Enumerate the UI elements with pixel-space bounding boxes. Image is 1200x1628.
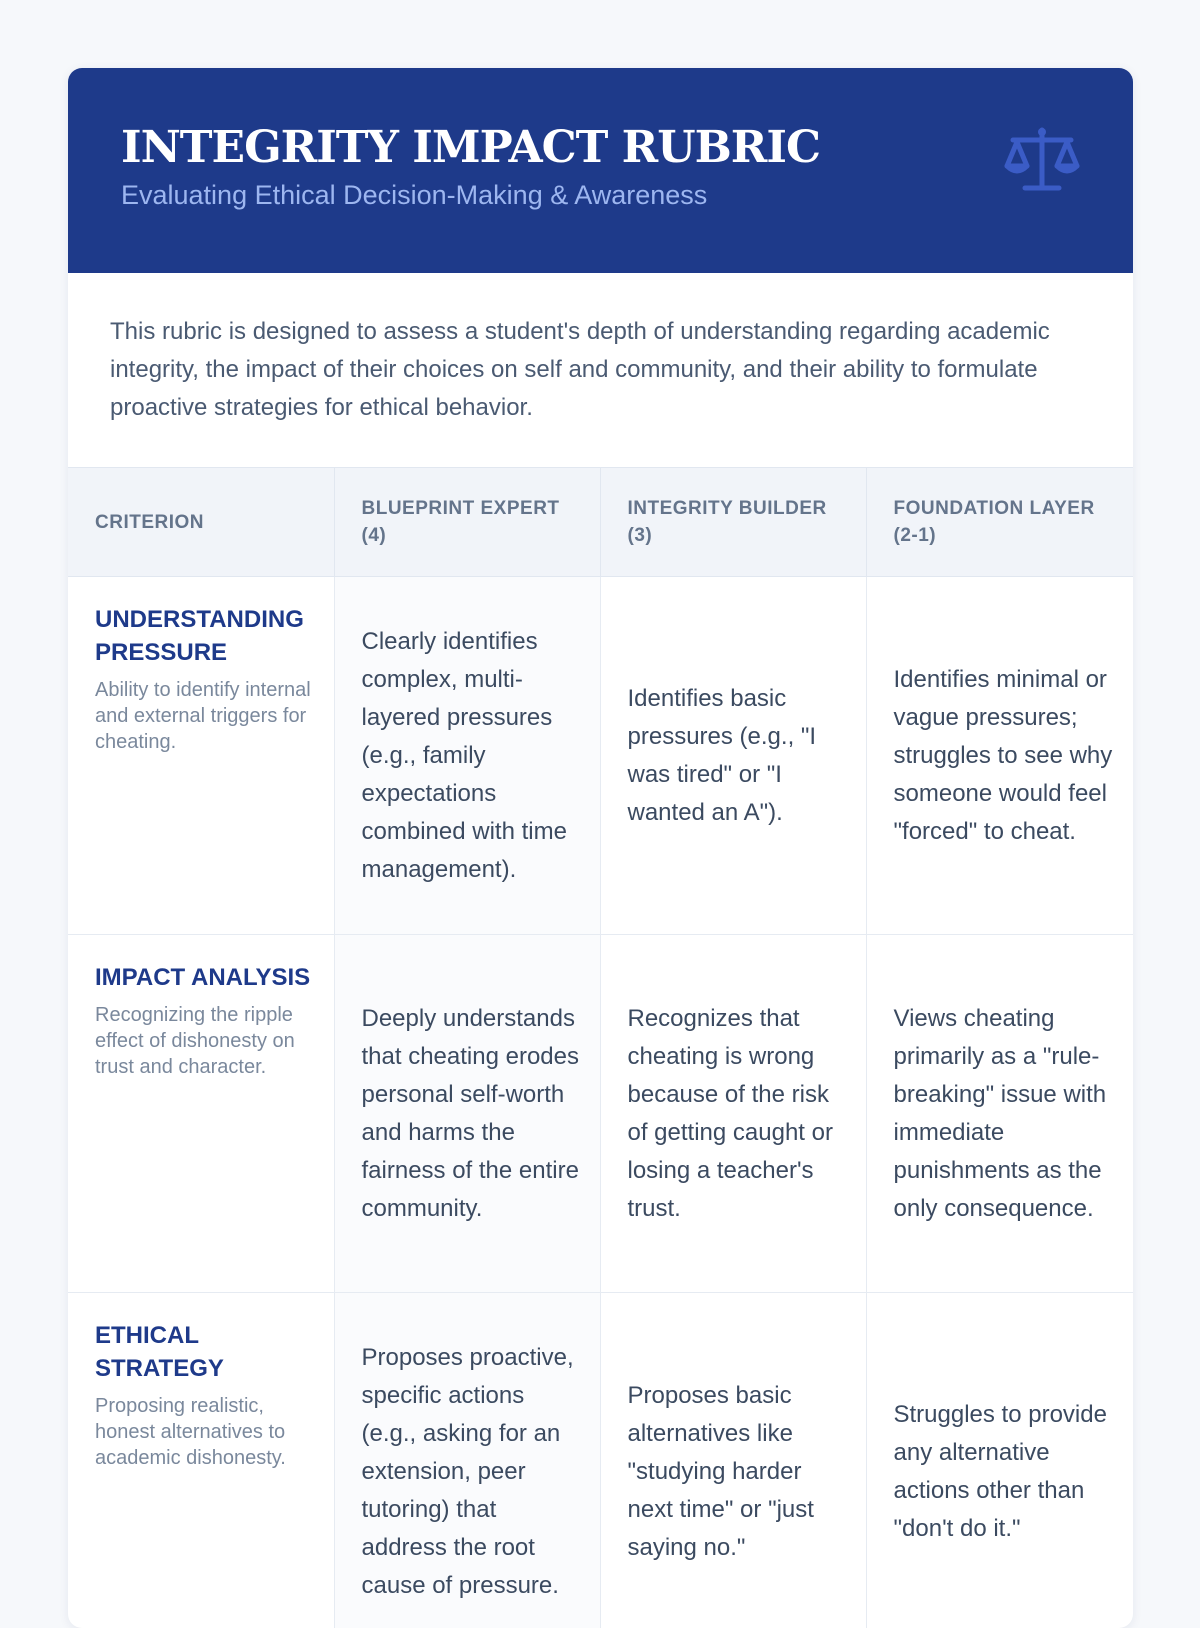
- table-row: [68, 935, 1133, 1293]
- foundation-cell: Views cheating primarily as a "rule-breaking" issue with immediate punishments as the only consequence.: [866, 935, 1133, 1293]
- header-criterion: CRITERION: [68, 468, 334, 577]
- criterion-description: Ability to identify internal and external triggers for cheating.: [95, 677, 318, 755]
- builder-cell: Proposes basic alternatives like "studying harder next time" or "just saying no.": [600, 1293, 866, 1628]
- table-header-row: [68, 468, 1133, 577]
- criterion-name: UNDERSTANDING PRESSURE: [95, 603, 318, 669]
- balance-scale-icon: [1003, 124, 1081, 196]
- header-foundation-layer: FOUNDATION LAYER (2-1): [866, 468, 1133, 577]
- table-row: [68, 1293, 1133, 1628]
- expert-cell: Proposes proactive, specific actions (e.g., asking for an extension, peer tutoring) that address the root cause of pressure.: [334, 1293, 600, 1628]
- rubric-intro: This rubric is designed to assess a student's depth of understanding regarding academic integrity, the impact of their choices on self and community, and their ability to formulate proactive strategies for ethical behavior.: [68, 273, 1133, 468]
- criterion-name: IMPACT ANALYSIS: [95, 961, 318, 994]
- rubric-card: [68, 68, 1133, 1628]
- criterion-cell: [68, 577, 334, 935]
- header-integrity-builder: INTEGRITY BUILDER (3): [600, 468, 866, 577]
- rubric-header: [68, 68, 1133, 273]
- criterion-cell: [68, 1293, 334, 1628]
- criterion-name: ETHICAL STRATEGY: [95, 1319, 318, 1385]
- builder-cell: Identifies basic pressures (e.g., "I was tired" or "I wanted an A").: [600, 577, 866, 935]
- builder-cell: Recognizes that cheating is wrong because of the risk of getting caught or losing a teacher's trust.: [600, 935, 866, 1293]
- foundation-cell: Identifies minimal or vague pressures; struggles to see why someone would feel "forced" to cheat.: [866, 577, 1133, 935]
- table-row: [68, 577, 1133, 935]
- rubric-table: [68, 468, 1133, 1628]
- expert-cell: Deeply understands that cheating erodes personal self-worth and harms the fairness of the entire community.: [334, 935, 600, 1293]
- criterion-description: Recognizing the ripple effect of dishonesty on trust and character.: [95, 1002, 318, 1080]
- page-title: INTEGRITY IMPACT RUBRIC: [121, 124, 1133, 172]
- header-blueprint-expert: BLUEPRINT EXPERT (4): [334, 468, 600, 577]
- page-subtitle: Evaluating Ethical Decision-Making & Awareness: [121, 180, 1133, 211]
- foundation-cell: Struggles to provide any alternative actions other than "don't do it.": [866, 1293, 1133, 1628]
- criterion-cell: [68, 935, 334, 1293]
- expert-cell: Clearly identifies complex, multi-layered pressures (e.g., family expectations combined with time management).: [334, 577, 600, 935]
- criterion-description: Proposing realistic, honest alternatives to academic dishonesty.: [95, 1393, 318, 1471]
